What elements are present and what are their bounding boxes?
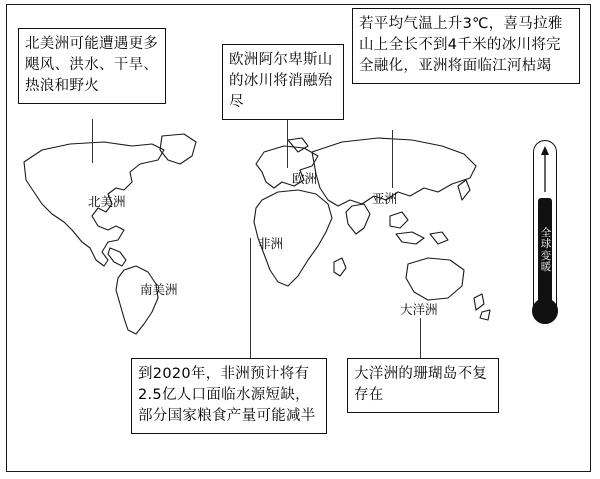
leader-line-oceania <box>420 318 421 358</box>
up-arrow-icon <box>540 146 550 192</box>
thermometer-label: 全球变暖 <box>540 227 552 273</box>
callout-asia: 若平均气温上升3℃，喜马拉雅山上全长不到4千米的冰川将完全融化，亚洲将面临江河枯竭 <box>352 8 580 84</box>
leader-line-north-america <box>92 119 93 163</box>
map-label-oceania: 大洋洲 <box>400 302 438 317</box>
callout-europe: 欧洲阿尔卑斯山的冰川将消融殆尽 <box>222 44 344 120</box>
map-label-north-america: 北美洲 <box>88 194 126 209</box>
callout-africa: 到2020年，非洲预计将有2.5亿人口面临水源短缺，部分国家粮食产量可能减半 <box>131 358 327 434</box>
callout-north-america: 北美洲可能遭遇更多飓风、洪水、干旱、热浪和野火 <box>18 28 166 104</box>
leader-line-asia <box>392 130 393 188</box>
leader-line-africa <box>250 238 251 358</box>
map-label-south-america: 南美洲 <box>140 282 178 297</box>
thermometer-bulb <box>532 298 558 324</box>
leader-line-europe <box>287 120 288 168</box>
map-label-africa: 非洲 <box>258 236 284 251</box>
map-label-asia: 亚洲 <box>372 191 398 206</box>
thermometer <box>527 140 563 336</box>
map-label-europe: 欧洲 <box>292 171 318 186</box>
callout-oceania: 大洋洲的珊瑚岛不复存在 <box>347 358 499 413</box>
